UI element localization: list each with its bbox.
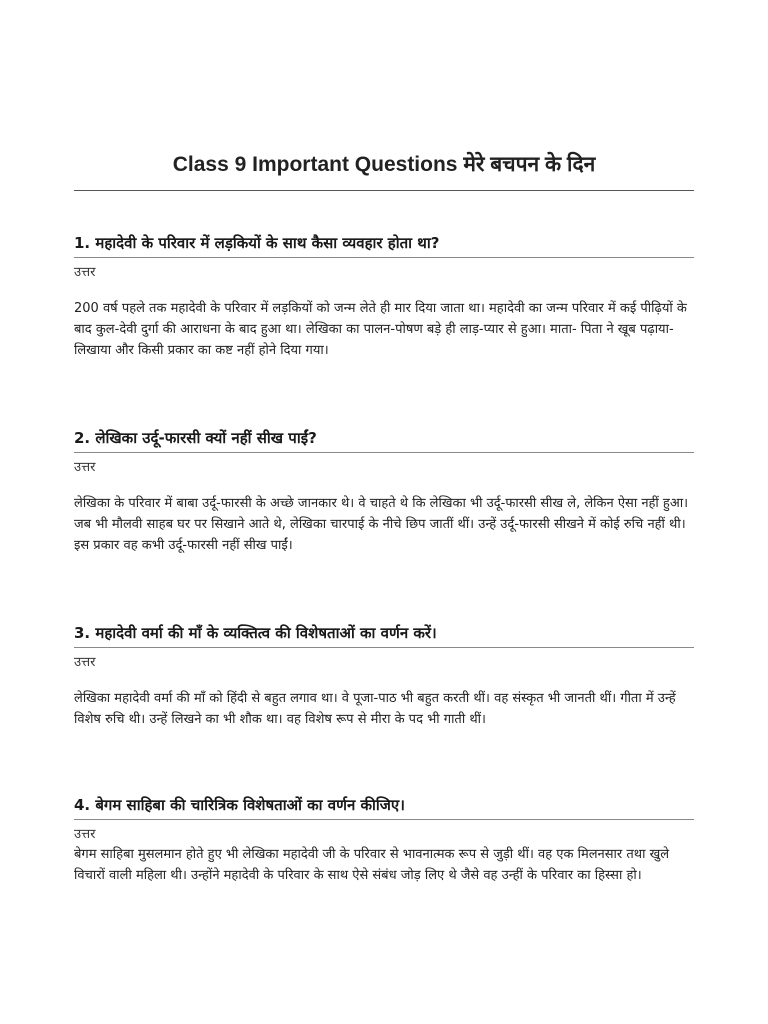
question-3: 3. महादेवी वर्मा की माँ के व्यक्तित्व की विशेषताओं का वर्णन करें।: [74, 623, 694, 648]
question-2: 2. लेखिका उर्दू-फारसी क्यों नहीं सीख पाईं?: [74, 428, 694, 453]
qa-block-2: [74, 428, 694, 556]
qa-block-3: [74, 623, 694, 730]
answer-text-3: लेखिका महादेवी वर्मा की माँ को हिंदी से बहुत लगाव था। वे पूजा-पाठ भी बहुत करती थीं। वह संस्कृत भी जानती थीं। गीता में उन्हें विशेष रुचि थी। उन्हें लिखने का भी शौक था। वह विशेष रूप से मीरा के पद भी गाती थीं।: [74, 691, 676, 727]
answer-text-2: लेखिका के परिवार में बाबा उर्दू-फारसी के अच्छे जानकार थे। वे चाहते थे कि लेखिका भी उर्दू-फारसी सीख ले, लेकिन ऐसा नहीं हुआ। जब भी मौलवी साहब घर पर सिखाने आते थे, लेखिका चारपाई के नीचे छिप जातीं थीं। उन्हें उर्दू-फारसी सीखने में कोई रुचि नहीं थी। इस प्रकार वह कभी उर्दू-फारसी नहीं सीख पाईं।: [74, 496, 689, 553]
answer-label-3: उत्तर: [74, 655, 96, 670]
page-title: Class 9 Important Questions मेरे बचपन के दिन: [172, 153, 596, 176]
title-divider: [74, 190, 694, 191]
answer-text-4: बेगम साहिबा मुसलमान होते हुए भी लेखिका महादेवी जी के परिवार से भावनात्मक रूप से जुड़ी थीं। वह एक मिलनसार तथा खुले विचारों वाली महिला थी। उन्होंने महादेवी के परिवार के साथ ऐसे संबंध जोड़ लिए थे जैसे वह उन्हीं के परिवार का हिस्सा हो।: [74, 847, 670, 883]
answer-label-1: उत्तर: [74, 265, 96, 280]
qa-block-1: [74, 233, 694, 361]
answer-label-2: उत्तर: [74, 460, 96, 475]
question-1: 1. महादेवी के परिवार में लड़कियों के साथ कैसा व्यवहार होता था?: [74, 233, 694, 258]
question-4: 4. बेगम साहिबा की चारित्रिक विशेषताओं का वर्णन कीजिए।: [74, 795, 694, 820]
answer-label-4: उत्तर: [74, 827, 96, 842]
qa-block-4: [74, 795, 694, 886]
answer-text-1: 200 वर्ष पहले तक महादेवी के परिवार में लड़कियों को जन्म लेते ही मार दिया जाता था। महादेवी का जन्म परिवार में कई पीढ़ियों के बाद कुल-देवी दुर्गा की आराधना के बाद हुआ था। लेखिका का पालन-पोषण बड़े ही लाड़-प्यार से हुआ। माता- पिता ने खूब पढ़ाया-लिखाया और किसी प्रकार का कष्ट नहीं होने दिया गया।: [74, 301, 687, 358]
